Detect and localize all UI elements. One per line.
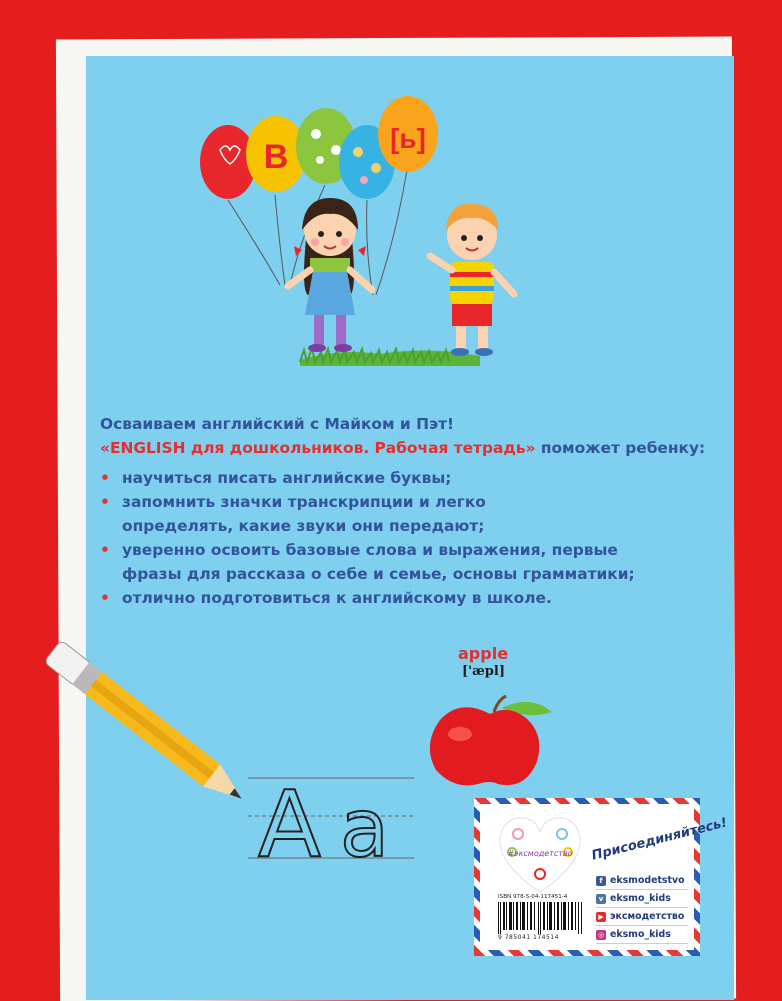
list-item (100, 490, 720, 538)
girl-figure (288, 198, 372, 352)
list-item-text: определять, какие звуки они передают; (122, 517, 485, 535)
social-label: eksmo_kids (610, 929, 671, 940)
barcode (496, 902, 588, 934)
instagram-icon: ◎ (597, 930, 605, 939)
barcode-number: 9 785041 174514 (498, 934, 559, 941)
tracing-letter-upper: A (258, 771, 321, 870)
bullet-dot: • (100, 589, 110, 607)
bullet-dot: • (100, 493, 110, 511)
list-item-text: отлично подготовиться к английскому в школе. (122, 589, 552, 607)
list-item-text: фразы для рассказа о себе и семье, основы грамматики; (122, 565, 635, 583)
social-links (596, 872, 688, 944)
vk-icon: v (596, 894, 606, 904)
kids-illustration (180, 90, 540, 380)
benefits-list (100, 466, 720, 610)
social-label: eksmodetstvo (610, 875, 685, 886)
social-row-vk (596, 890, 688, 908)
list-item-text: запомнить значки транскрипции и легко (122, 493, 486, 511)
balloon-letter-b: B (263, 138, 289, 176)
book-title: «ENGLISH для дошкольников. Рабочая тетрадь» (100, 439, 536, 457)
isbn: ISBN 978-5-04-117451-4 (498, 894, 568, 900)
social-sticker (474, 798, 729, 956)
list-item (100, 466, 720, 490)
tracing-letters (248, 770, 418, 870)
social-label: эксмодетство (610, 911, 685, 922)
bullet-dot: • (100, 469, 110, 487)
tracing-letter-lower: a (340, 782, 390, 870)
heart-hashtag: #эксмодетство (507, 849, 573, 858)
list-item (100, 538, 720, 586)
book-title-line (100, 436, 720, 460)
social-row-youtube (596, 908, 688, 926)
join-text: Присоединяйтесь! (590, 815, 729, 864)
apple-word: apple (458, 644, 509, 663)
youtube-icon: ▶ (596, 912, 606, 922)
heart-logo (492, 812, 588, 896)
description-text (100, 412, 720, 610)
bullet-dot: • (100, 541, 110, 559)
list-item-text: уверенно освоить базовые слова и выражения, первые (122, 541, 618, 559)
list-item (100, 586, 720, 610)
intro-line: Осваиваем английский с Майком и Пэт! (100, 415, 455, 433)
list-item-text: научиться писать английские буквы; (122, 469, 452, 487)
facebook-icon: f (596, 876, 606, 886)
book-title-rest: поможет ребенку: (535, 439, 706, 457)
social-row-instagram (596, 926, 688, 944)
social-label: eksmo_kids (610, 893, 671, 904)
balloons (200, 96, 438, 199)
apple-transcription: ['æpl] (462, 664, 505, 679)
apple-icon (420, 690, 560, 790)
social-row-facebook (596, 872, 688, 890)
boy-figure (430, 204, 514, 356)
balloon-letter-soft-sign: [ь] (390, 123, 426, 154)
pencil-icon (36, 628, 266, 828)
